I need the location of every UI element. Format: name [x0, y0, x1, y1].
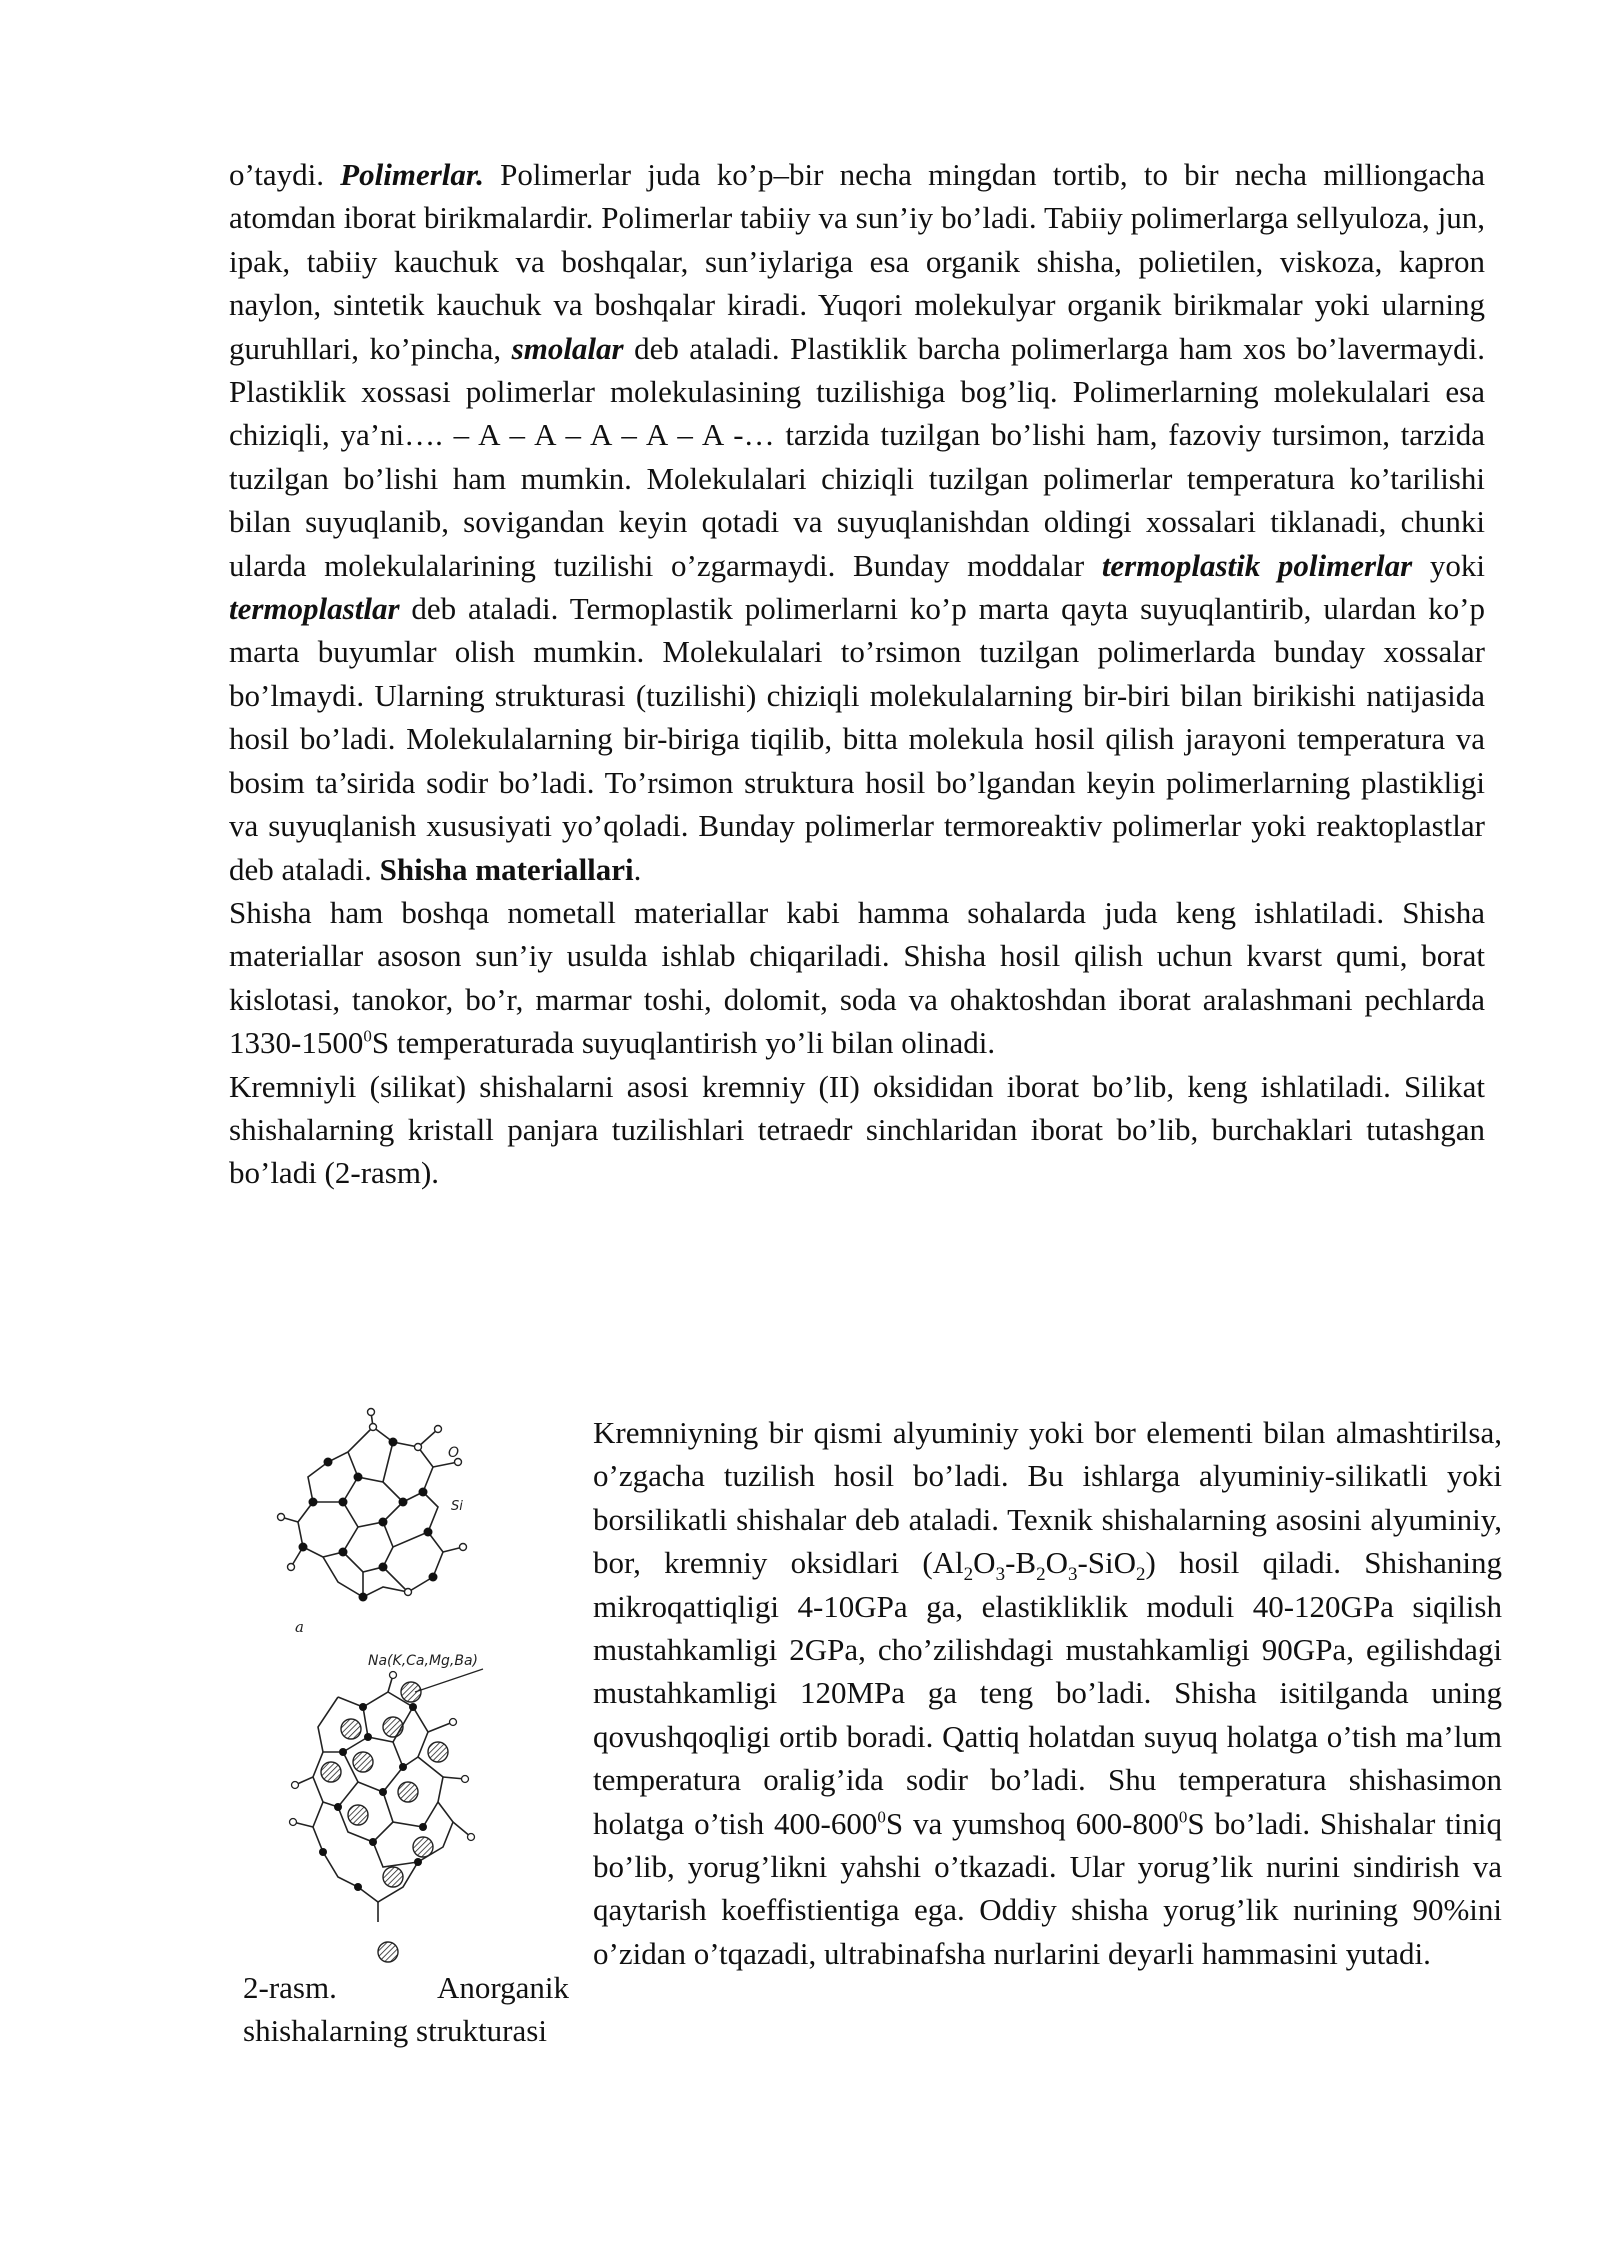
- caption-line-1: [243, 1966, 569, 2009]
- paragraph-polimerlar: [229, 153, 1485, 891]
- text-run: O: [973, 1545, 996, 1581]
- superscript: 0: [877, 1807, 886, 1827]
- term-termoplastik-polimerlar: termoplastik polimerlar: [1101, 547, 1413, 583]
- subscript: 2: [1036, 1564, 1046, 1586]
- diagram-a-network: [281, 1412, 463, 1597]
- text-run: -B: [1005, 1545, 1037, 1581]
- subscript: 2: [963, 1564, 974, 1586]
- text-run: deb ataladi. Termoplastik polimerlarni ko’p marta qayta suyuqlantirib, ulardan ko’p marta buyumlar olish mumkin. Molekulalari to’rsimon tuzilgan polimerlarda bunday xossalar bo’lmaydi. Ularning strukturasi (tuzilishi) chiziqli molekulalarning bir-biri bilan birikishi natijasida hosil bo’ladi. Molekulalarning bir-biriga tiqilib, bitta molekula hosil qilish jarayoni temperatura va bosim ta’sirida sodir bo’ladi. To’rsimon struktura hosil bo’lgandan keyin polimerlarning plastikligi va suyuqlanish xususiyati yo’qoladi. Bunday polimerlar termoreaktiv polimerlar yoki reaktoplastlar deb ataladi.: [229, 591, 1485, 887]
- figure-caption: [243, 1966, 569, 2053]
- heading-shisha-materiallari: Shisha materiallari: [379, 851, 634, 887]
- text-run: S va yumshoq 600-800: [885, 1805, 1179, 1841]
- paragraph-shisha: [229, 891, 1485, 1065]
- caption-word: Anorganik: [436, 1970, 569, 2005]
- label-o: O: [448, 1445, 460, 1461]
- right-column-text: [593, 1411, 1502, 1975]
- term-termoplastlar: termoplastlar: [229, 591, 400, 627]
- label-a: a: [295, 1618, 304, 1636]
- text-run: .: [633, 851, 642, 887]
- text-run: o’taydi.: [229, 157, 341, 192]
- text-run: yoki: [1412, 547, 1485, 583]
- superscript: 0: [1178, 1807, 1188, 1827]
- term-polimerlar: Polimerlar.: [340, 157, 484, 192]
- superscript: 0: [363, 1026, 372, 1046]
- subscript: 2: [1136, 1564, 1146, 1586]
- figure-silicate-structure: [243, 1407, 573, 1967]
- paragraph-kremniyning: [593, 1411, 1502, 1975]
- label-si: Si: [451, 1499, 463, 1514]
- term-smolalar: smolalar: [511, 330, 624, 366]
- diagram-b-network: [293, 1675, 471, 1922]
- subscript: 3: [995, 1564, 1006, 1586]
- text-run: Shisha ham boshqa nometall materiallar kabi hamma sohalarda juda keng ishlatiladi. Shisha materiallar asoson sun’iy usulda ishlab chiqariladi. Shisha hosil qilish uchun kvarst qumi, borat kislotasi, tanokor, bo’r, marmar toshi, dolomit, soda va ohaktoshdan iborat aralashmani pechlarda 1330-1500: [229, 894, 1485, 1061]
- diagram-a-si-atoms: [299, 1438, 438, 1602]
- caption-rest: shishalarning strukturasi: [243, 2013, 547, 2049]
- diagram-a-o-atoms: [278, 1409, 467, 1596]
- main-text: [229, 153, 1485, 1195]
- diagram-b-cations: [321, 1682, 448, 1962]
- text-run: Polimerlar juda ko’p–bir necha mingdan tortib, to bir necha milliongacha atomdan iborat birikmalardir. Polimerlar tabiiy va sun’iy bo’ladi. Tabiiy polimerlarga sellyuloza, jun, ipak, tabiiy kauchuk va boshqalar, sun’iylariga esa organik shisha, polietilen, viskoza, kapron naylon, sintetik kauchuk va boshqalar kiradi. Yuqori molekulyar organik birikmalar yoki ularning guruhllari, ko’pincha,: [229, 157, 1485, 366]
- text-run: deb ataladi. Plastiklik barcha polimerlarga ham xos bo’lavermaydi. Plastiklik xossasi polimerlar molekulasining tuzilishiga bog’liq. Polimerlarning molekulalari esa chiziqli, ya’ni…. – A – A – A – A – A -… tarzida tuzilgan bo’lishi ham, fazoviy tursimon, tarzida tuzilgan bo’lishi ham mumkin. Molekulalari chiziqli tuzilgan polimerlar temperatura ko’tarilishi bilan suyuqlanib, sovigandan keyin qotadi va suyuqlanishdan oldingi xossalari tiklanadi, chunki ularda molekulalarining tuzilishi o’zgarmaydi. Bunday moddalar: [229, 330, 1485, 583]
- text-run: ) hosil qiladi. Shishaning mikroqattiqligi 4-10GPa ga, elastikliklik moduli 40-120GPa siqilish mustahkamligi 2GPa, cho’zilishdagi mustahkamligi 90GPa, egilishdagi mustahkamligi 120MPa ga teng bo’ladi. Shisha isitilganda uning qovushqoqligi ortib boradi. Qattiq holatdan suyuq holatga o’tish ma’lum temperatura oralig’ida sodir bo’ladi. Shu temperatura shishasimon holatga o’tish 400-600: [593, 1545, 1502, 1841]
- structure-diagram: [243, 1407, 573, 1967]
- subscript: 3: [1067, 1564, 1078, 1586]
- text-run: S bo’ladi. Shishalar tiniq bo’lib, yorug’likni yahshi o’tkazadi. Ular yorug’lik nurini sindirish va qaytarish koeffistientiga ega. Oddiy shisha yorug’lik nurining 90%ini o’zidan o’tqazadi, ultrabinafsha nurlarini deyarli hammasini yutadi.: [593, 1805, 1503, 1971]
- caption-number: 2-rasm.: [243, 1970, 337, 2005]
- text-run: Kremniyning bir qismi alyuminiy yoki bor elementi bilan almashtirilsa, o’zgacha tuzilish hosil bo’ladi. Bu ishlarga alyuminiy-silikatli yoki borsilikatli shishalar deb ataladi. Texnik shishalarning asosini alyuminiy, bor, kremniy oksidlari (Al: [593, 1415, 1502, 1581]
- text-run: O: [1045, 1545, 1068, 1581]
- paragraph-kremniyli: Kremniyli (silikat) shishalarni asosi kremniy (II) oksididan iborat bo’lib, keng ishlatiladi. Silikat shishalarning kristall panjara tuzilishlari tetraedr sinchlaridan iborat bo’lib, burchaklari tutashgan bo’ladi (2-rasm).: [229, 1068, 1485, 1191]
- text-run: S temperaturada suyuqlantirish yo’li bilan olinadi.: [371, 1025, 996, 1061]
- text-run: -SiO: [1077, 1545, 1137, 1581]
- label-ions: Na(K,Ca,Mg,Ba): [368, 1653, 479, 1669]
